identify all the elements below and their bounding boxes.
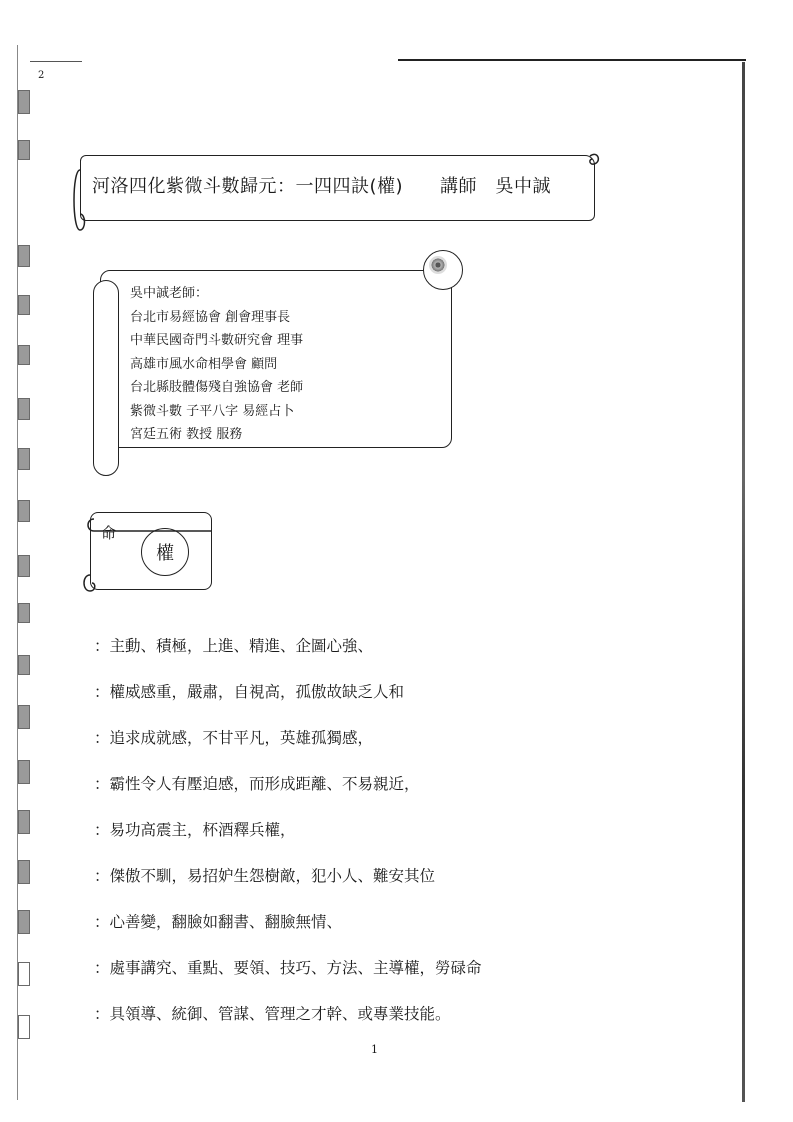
bio-heading: 吳中誠老師： xyxy=(130,286,209,301)
right-scan-edge xyxy=(742,62,745,1102)
trait-item: ：易功高震主，杯酒釋兵權， xyxy=(94,821,296,839)
binding-mark xyxy=(18,295,30,315)
binding-mark xyxy=(18,1015,30,1039)
trait-item: ：具領導、統御、管謀、管理之才幹、或專業技能。 xyxy=(94,1005,451,1023)
binding-mark xyxy=(18,500,30,522)
lecture-title: 河洛四化紫微斗數歸元：一四四訣(權) 講師 吳中誠 xyxy=(92,176,552,197)
trait-item: ：傑傲不馴，易招妒生怨樹敵，犯小人、難安其位 xyxy=(94,867,436,885)
bio-line: 紫微斗數 子平八字 易經占卜 xyxy=(130,403,295,419)
top-rule xyxy=(398,59,746,61)
binding-mark xyxy=(18,810,30,834)
quan-circle: 權 xyxy=(141,528,189,576)
bio-scroll-left-roll xyxy=(93,280,119,476)
trait-item: ：處事講究、重點、要領、技巧、方法、主導權，勞碌命 xyxy=(94,959,482,977)
trait-item: ：主動、積極，上進、精進、企圖心強、 xyxy=(94,637,374,655)
binding-mark xyxy=(18,245,30,267)
page-number-bottom: 1 xyxy=(371,1043,378,1056)
ming-label: 命 xyxy=(101,524,117,542)
bio-line: 中華民國奇門斗數研究會 理事 xyxy=(130,333,304,348)
binding-mark xyxy=(18,555,30,577)
binding-mark xyxy=(18,90,30,114)
binding-mark xyxy=(18,705,30,729)
top-rule-left xyxy=(30,61,82,62)
binding-mark xyxy=(18,398,30,420)
page-number-top: 2 xyxy=(38,70,45,81)
trait-item: ：心善變，翻臉如翻書、翻臉無情、 xyxy=(94,913,343,931)
trait-list xyxy=(94,631,482,1045)
binding-mark xyxy=(18,760,30,784)
bio-list xyxy=(130,282,303,447)
binding-mark xyxy=(18,860,30,884)
trait-item: ：權威感重，嚴肅，自視高，孤傲故缺乏人和 xyxy=(94,683,405,701)
bio-line: 台北市易經協會 創會理事長 xyxy=(130,309,291,325)
trait-item: ：霸性令人有壓迫感，而形成距離、不易親近， xyxy=(94,775,420,793)
bio-line: 高雄市風水命相學會 顧問 xyxy=(130,356,278,372)
binding-mark xyxy=(18,345,30,365)
bio-scroll-roll-ornament xyxy=(429,256,447,274)
binding-mark xyxy=(18,603,30,623)
binding-mark xyxy=(18,962,30,986)
trait-item: ：追求成就感，不甘平凡，英雄孤獨感， xyxy=(94,729,374,747)
bio-line: 宮廷五術 教授 服務 xyxy=(130,427,243,442)
bio-line: 台北縣肢體傷殘自強協會 老師 xyxy=(130,380,304,395)
binding-mark xyxy=(18,448,30,470)
binding-mark xyxy=(18,910,30,934)
binding-mark xyxy=(18,140,30,160)
binding-mark xyxy=(18,655,30,675)
